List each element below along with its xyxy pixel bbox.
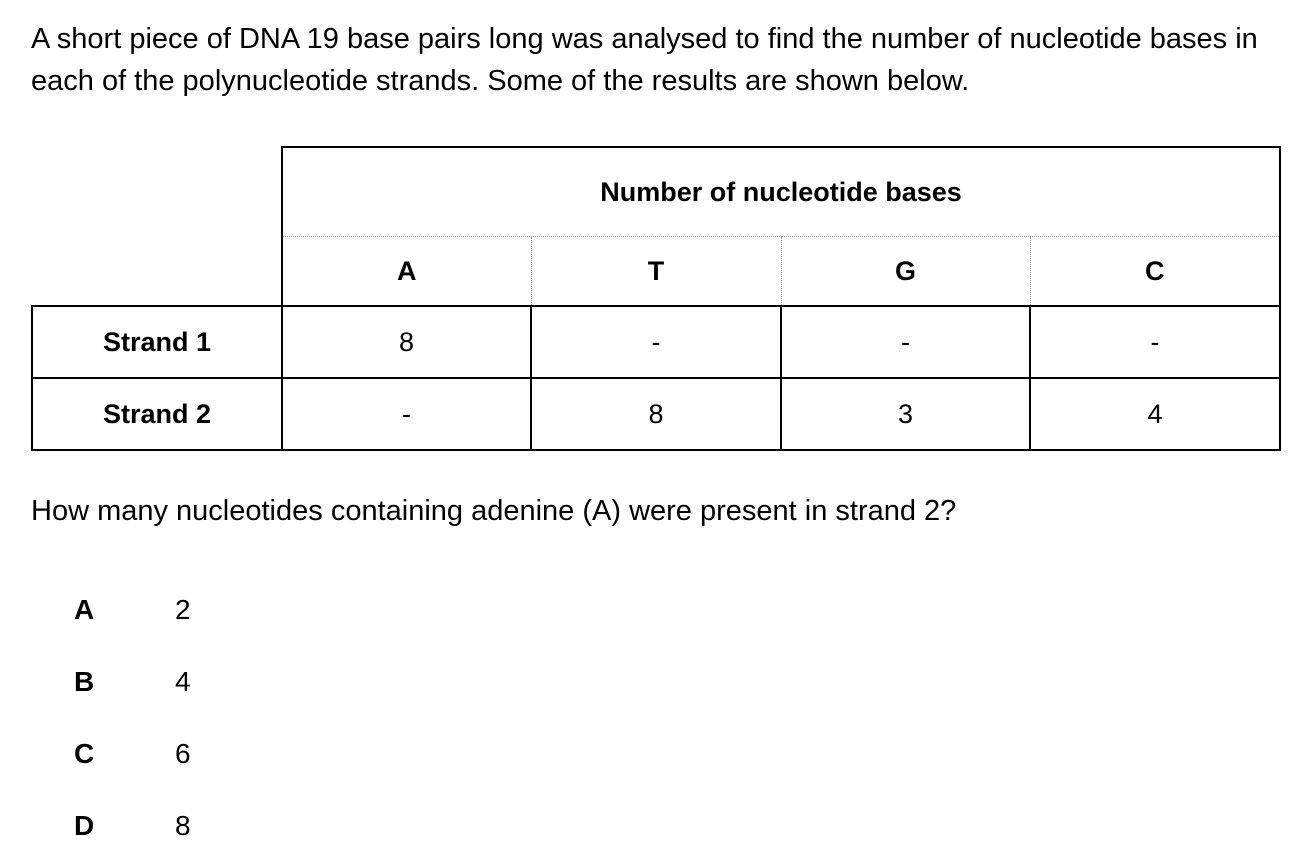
- strand-1-t-value: -: [531, 306, 781, 378]
- option-value: 4: [175, 666, 191, 697]
- option-c[interactable]: [74, 734, 191, 774]
- option-value: 8: [175, 810, 191, 841]
- table-base-header-row: [32, 237, 1280, 307]
- table-row: [32, 306, 1280, 378]
- strand-1-g-value: -: [781, 306, 1030, 378]
- table-main-header: Number of nucleotide bases: [282, 147, 1280, 237]
- option-value: 6: [175, 738, 191, 769]
- question-text: How many nucleotides containing adenine (A) were present in strand 2?: [31, 495, 957, 527]
- row-label-strand-2: Strand 2: [32, 378, 282, 450]
- column-header-a: A: [282, 237, 531, 307]
- table-row: [32, 378, 1280, 450]
- row-label-strand-1: Strand 1: [32, 306, 282, 378]
- strand-1-a-value: 8: [282, 306, 531, 378]
- intro-paragraph: A short piece of DNA 19 base pairs long was analysed to find the number of nucleotide bases in each of the polynucleotide strands. Some of the results are shown below.: [31, 23, 1258, 97]
- column-header-c: C: [1030, 237, 1280, 307]
- option-letter: C: [74, 738, 95, 769]
- strand-1-c-value: -: [1030, 306, 1280, 378]
- option-letter: B: [74, 666, 95, 697]
- option-letter: A: [74, 594, 95, 625]
- option-letter: D: [74, 810, 95, 841]
- option-b[interactable]: [74, 662, 191, 702]
- table-header-row: [32, 147, 1280, 237]
- empty-corner-cell: [32, 147, 282, 237]
- strand-2-c-value: 4: [1030, 378, 1280, 450]
- results-table: [31, 146, 1281, 451]
- strand-2-t-value: 8: [531, 378, 781, 450]
- option-d[interactable]: [74, 806, 191, 846]
- empty-corner-cell: [32, 237, 282, 307]
- column-header-g: G: [781, 237, 1030, 307]
- option-value: 2: [175, 594, 191, 625]
- strand-2-a-value: -: [282, 378, 531, 450]
- strand-2-g-value: 3: [781, 378, 1030, 450]
- column-header-t: T: [531, 237, 781, 307]
- option-a[interactable]: [74, 590, 191, 630]
